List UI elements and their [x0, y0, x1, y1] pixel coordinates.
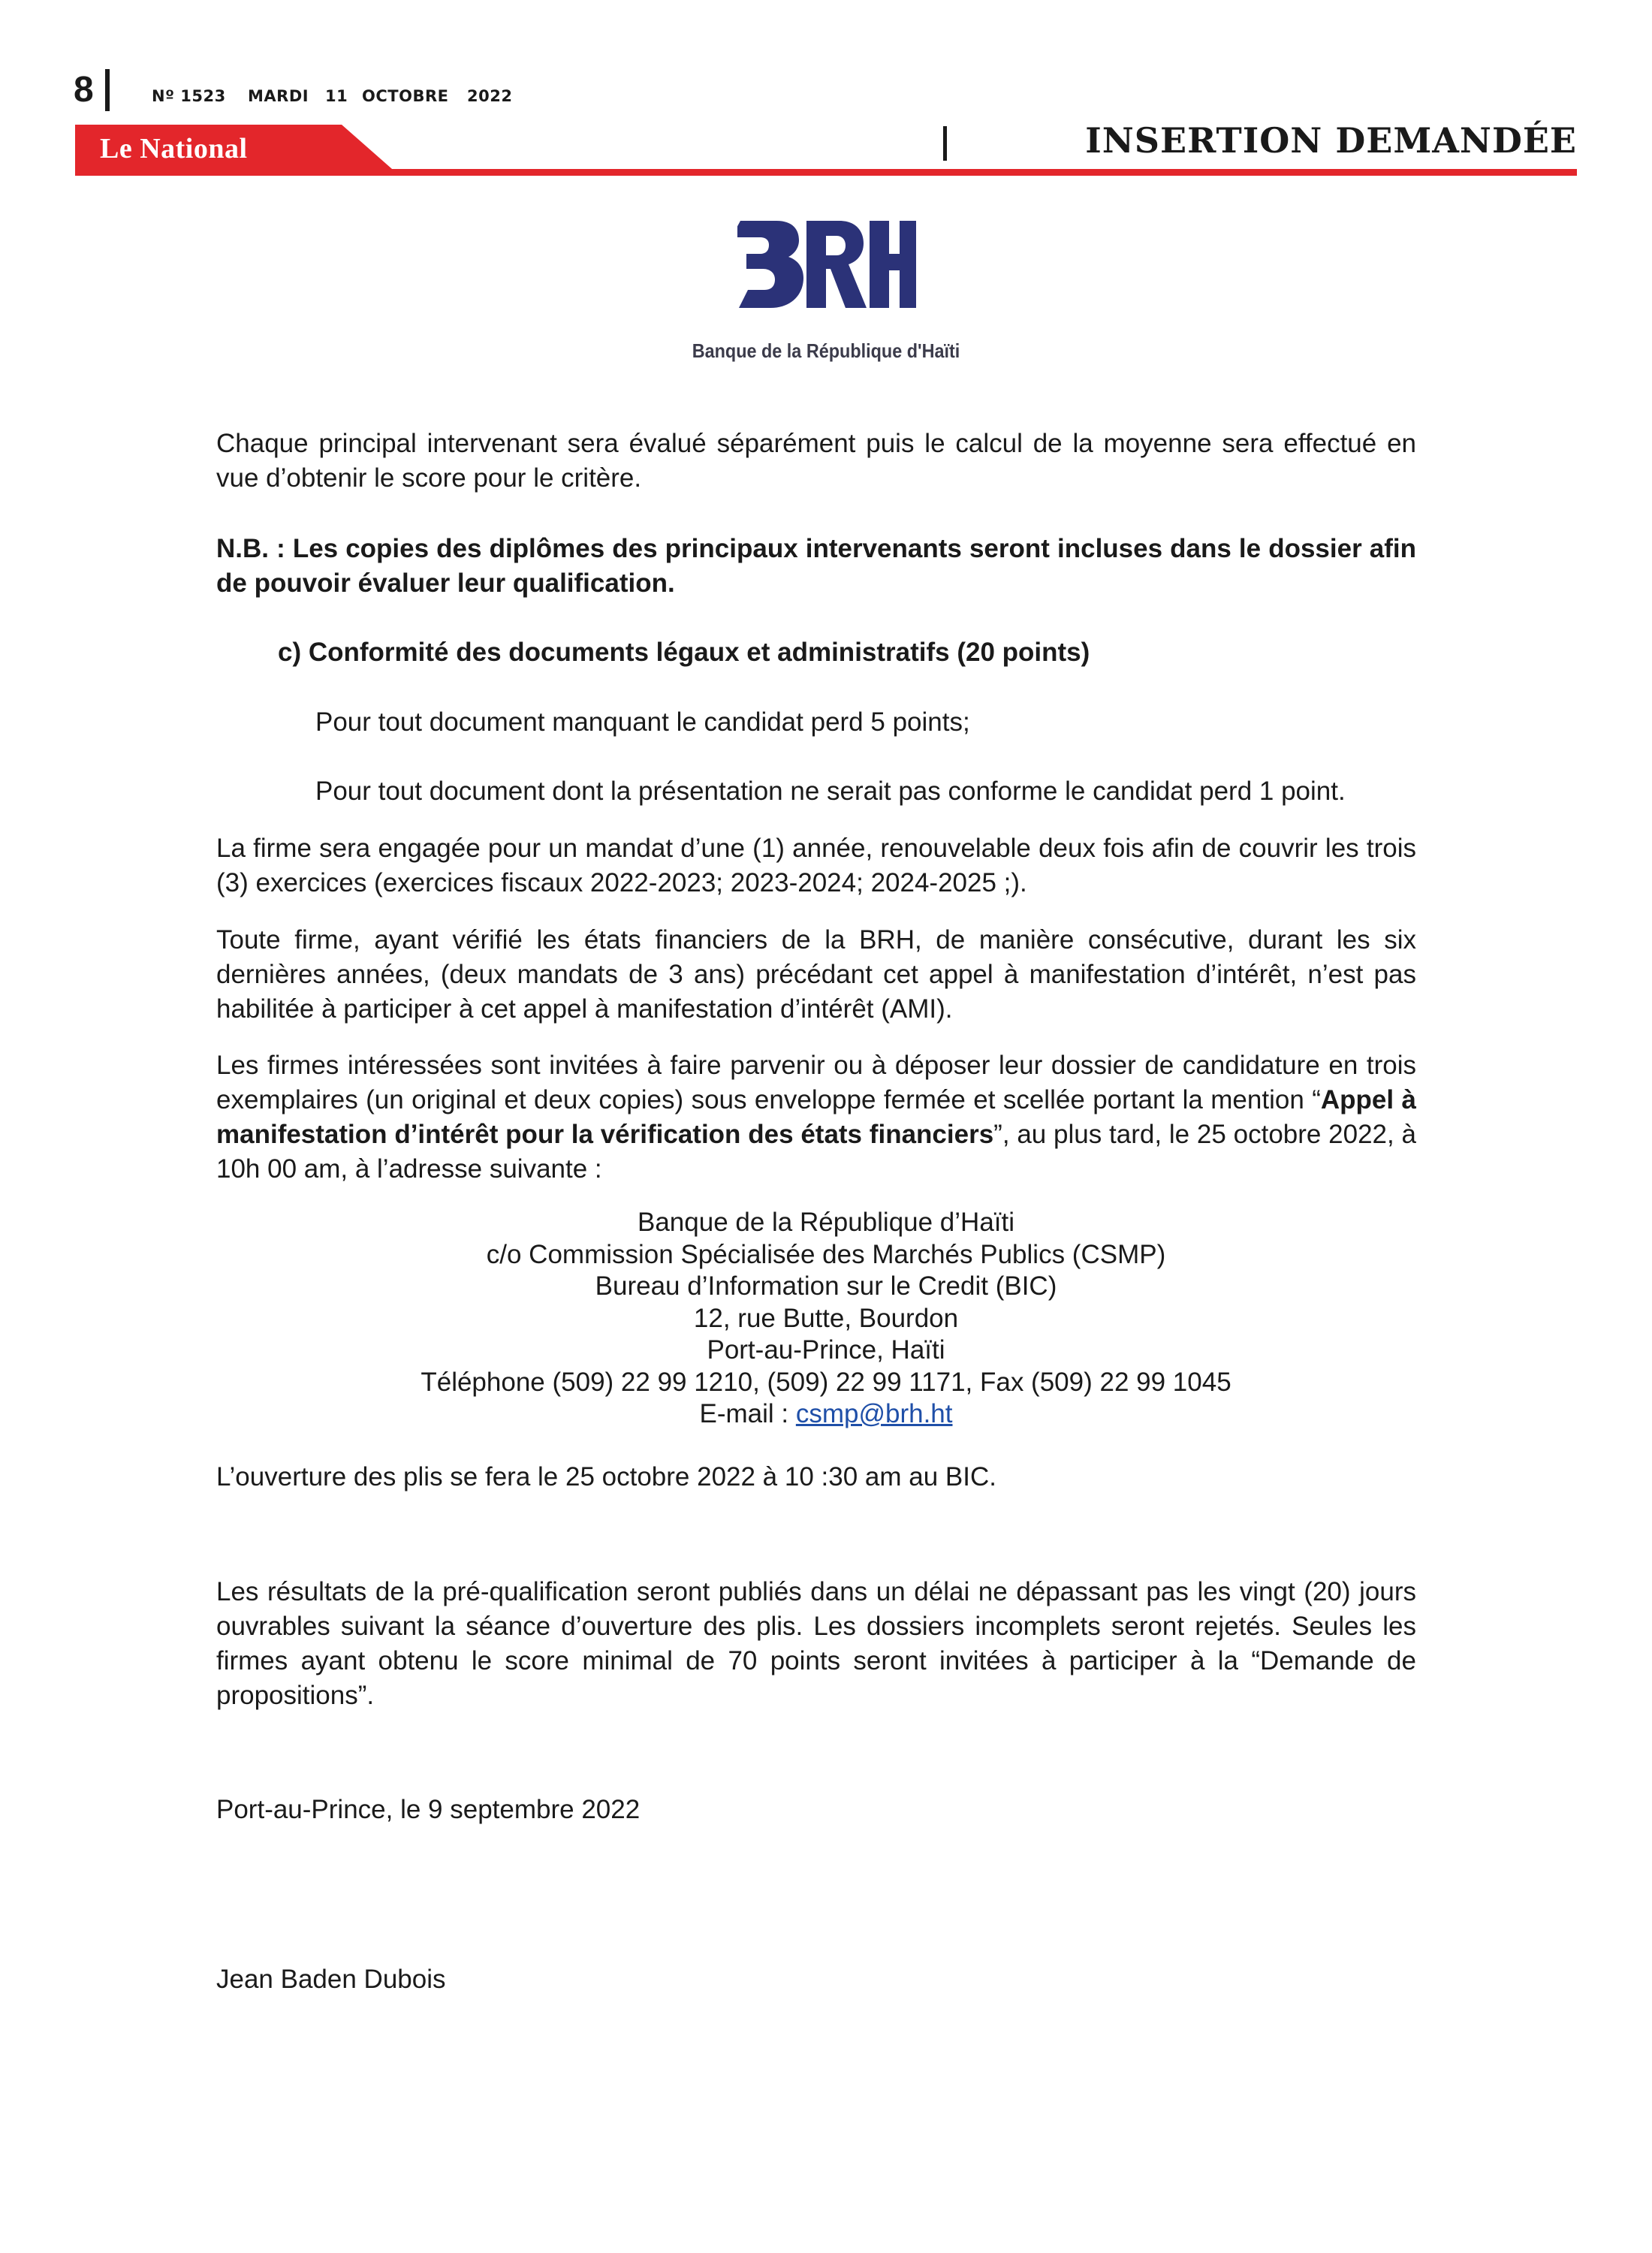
signatory-name: Jean Baden Dubois [216, 1965, 446, 1994]
paragraph-results: Les résultats de la pré-qualification seront publiés dans un délai ne dépassant pas les vingt (20) jours ouvrables suivant la séance d’ouverture des plis. Les dossiers incomplets seront rejetés. Seules les firmes ayant obtenu le score minimal de 70 points seront invitées à participer à la “Demande de propositions”. [216, 1577, 1416, 1710]
submission-text-before: Les firmes intéressées sont invitées à faire parvenir ou à déposer leur dossier de candidature en trois exemplaires (un original et deux copies) sous enveloppe fermée et scellée portant la mention “ [216, 1051, 1416, 1114]
issue-month: OCTOBRE [362, 87, 449, 105]
paragraph-mandate: La firme sera engagée pour un mandat d’une (1) année, renouvelable deux fois afin de couvrir les trois (3) exercices (exercices fiscaux 2022-2023; 2023-2024; 2024-2025 ;). [216, 834, 1416, 897]
address-line-email [0, 1398, 1652, 1431]
brh-logo [737, 216, 918, 314]
newspaper-name: Le National [100, 133, 248, 164]
paragraph-evaluation: Chaque principal intervenant sera évalué séparément puis le calcul de la moyenne sera effectué en vue d’obtenir le score pour le critère. [216, 429, 1416, 493]
nb-note: N.B. : Les copies des diplômes des principaux intervenants seront incluses dans le dossier afin de pouvoir évaluer leur qualification. [216, 534, 1416, 598]
header-divider [943, 126, 947, 161]
issue-number: Nº 1523 [152, 87, 226, 105]
address-line-street: 12, rue Butte, Bourdon [693, 1303, 959, 1333]
logo-caption: Banque de la République d'Haïti [692, 339, 960, 362]
logo-letter-b [737, 221, 803, 308]
address-line-bic: Bureau d’Information sur le Credit (BIC) [595, 1271, 1057, 1301]
issue-year: 2022 [467, 87, 513, 105]
email-link[interactable]: csmp@brh.ht [795, 1399, 953, 1428]
logo-letter-r [806, 221, 867, 308]
paragraph-eligibility: Toute firme, ayant vérifié les états financiers de la BRH, de manière consécutive, durant les six dernières années, (deux mandats de 3 ans) précédant cet appel à manifestation d’intérêt, n’est pas habilitée à participer à cet appel à manifestation d’intérêt (AMI). [216, 925, 1416, 1024]
paragraph-opening: L’ouverture des plis se fera le 25 octobre 2022 à 10 :30 am au BIC. [216, 1462, 996, 1491]
submission-mention: Appel à manifestation d’intérêt pour la vérification des états financiers [216, 1085, 1416, 1149]
criterion-c-line-2: Pour tout document dont la présentation ne serait pas conforme le candidat perd 1 point. [315, 777, 1346, 806]
submission-text-after: ”, au plus tard, le 25 octobre 2022, à 10h 00 am, à l’adresse suivante : [216, 1120, 1416, 1184]
address-line-bank: Banque de la République d’Haïti [637, 1208, 1015, 1237]
logo-letter-h [870, 221, 916, 308]
address-line-city: Port-au-Prince, Haïti [707, 1335, 945, 1365]
issue-day: MARDI [248, 87, 309, 105]
page-number: 8 [74, 70, 94, 110]
paragraph-submission [216, 1048, 1416, 1187]
issue-date-day: 11 [325, 87, 348, 105]
criterion-c-line-1: Pour tout document manquant le candidat perd 5 points; [315, 707, 970, 737]
email-label: E-mail : [699, 1399, 796, 1428]
address-line-phone: Téléphone (509) 22 99 1210, (509) 22 99 1171, Fax (509) 22 99 1045 [421, 1367, 1231, 1397]
address-block [0, 1207, 1652, 1431]
header-rule [75, 169, 1577, 176]
page-number-divider [105, 69, 110, 111]
address-line-csmp: c/o Commission Spécialisée des Marchés Publics (CSMP) [486, 1239, 1166, 1269]
place-and-date: Port-au-Prince, le 9 septembre 2022 [216, 1795, 641, 1824]
criterion-c-heading: c) Conformité des documents légaux et administratifs (20 points) [278, 638, 1090, 667]
section-title: INSERTION DEMANDÉE [1085, 120, 1577, 161]
